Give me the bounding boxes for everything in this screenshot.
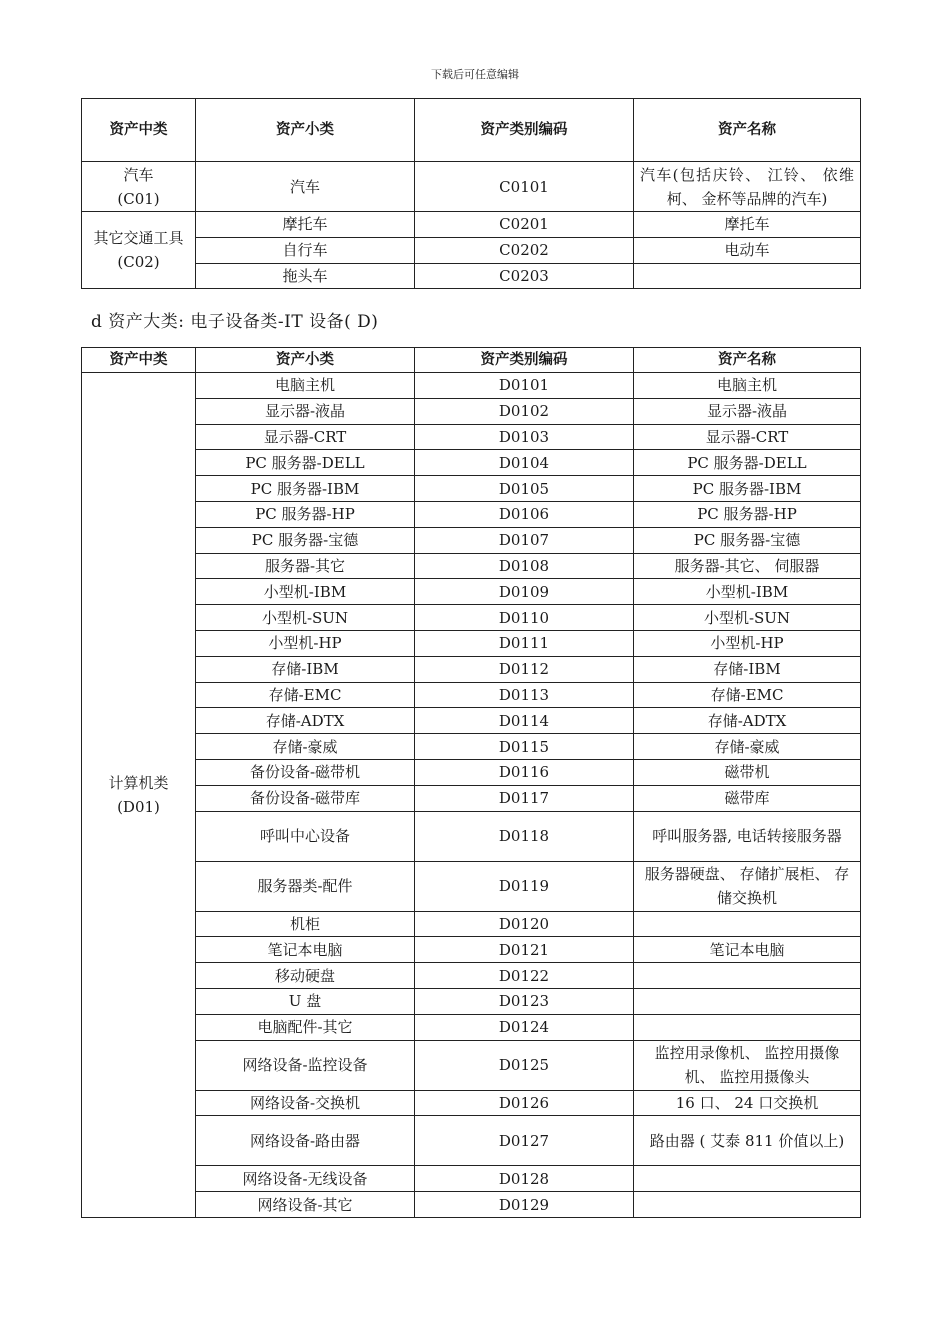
col-header-asset-name: 资产名称 <box>634 348 861 373</box>
table-row <box>82 1090 861 1116</box>
sub-class-cell: 自行车 <box>196 237 415 263</box>
code-cell: D0113 <box>415 682 634 708</box>
code-cell: D0117 <box>415 785 634 811</box>
sub-class-cell: 摩托车 <box>196 212 415 238</box>
sub-class-cell: 存储-ADTX <box>196 708 415 734</box>
table-header-row <box>82 99 861 162</box>
code-cell: D0105 <box>415 476 634 502</box>
code-cell: D0108 <box>415 553 634 579</box>
code-cell: D0118 <box>415 811 634 861</box>
code-cell: D0111 <box>415 630 634 656</box>
table-row <box>82 373 861 399</box>
table-row <box>82 212 861 238</box>
table-row <box>82 861 861 911</box>
code-cell: D0125 <box>415 1040 634 1090</box>
table-row <box>82 263 861 289</box>
sub-class-cell: PC 服务器-DELL <box>196 450 415 476</box>
code-cell: D0114 <box>415 708 634 734</box>
asset-name-cell: 电脑主机 <box>634 373 861 399</box>
asset-name-cell: 笔记本电脑 <box>634 937 861 963</box>
sub-class-cell: 网络设备-监控设备 <box>196 1040 415 1090</box>
table-row <box>82 911 861 937</box>
code-cell: D0112 <box>415 656 634 682</box>
asset-table-c <box>81 98 861 289</box>
asset-name-cell <box>634 263 861 289</box>
table-row <box>82 759 861 785</box>
asset-name-cell: PC 服务器-IBM <box>634 476 861 502</box>
col-header-asset-name: 资产名称 <box>634 99 861 162</box>
asset-name-cell: 电动车 <box>634 237 861 263</box>
asset-name-cell: 存储-豪威 <box>634 734 861 760</box>
sub-class-cell: 显示器-液晶 <box>196 398 415 424</box>
col-header-mid-class: 资产中类 <box>82 348 196 373</box>
sub-class-cell: 备份设备-磁带机 <box>196 759 415 785</box>
code-cell: D0102 <box>415 398 634 424</box>
col-header-sub-class: 资产小类 <box>196 99 415 162</box>
table-row <box>82 734 861 760</box>
asset-name-cell: 摩托车 <box>634 212 861 238</box>
sub-class-cell: 机柜 <box>196 911 415 937</box>
table-row <box>82 605 861 631</box>
table-row <box>82 656 861 682</box>
code-cell: D0109 <box>415 579 634 605</box>
sub-class-cell: 呼叫中心设备 <box>196 811 415 861</box>
col-header-category-code: 资产类别编码 <box>415 348 634 373</box>
asset-name-cell <box>634 1192 861 1218</box>
col-header-category-code: 资产类别编码 <box>415 99 634 162</box>
sub-class-cell: 小型机-HP <box>196 630 415 656</box>
sub-class-cell: 网络设备-路由器 <box>196 1116 415 1166</box>
asset-name-cell: 服务器硬盘、 存储扩展柜、 存储交换机 <box>634 861 861 911</box>
code-cell: D0101 <box>415 373 634 399</box>
table-row <box>82 682 861 708</box>
asset-name-cell: 汽车(包括庆铃、 江铃、 依维柯、 金杯等品牌的汽车) <box>634 162 861 212</box>
table-row <box>82 237 861 263</box>
asset-name-cell: 小型机-IBM <box>634 579 861 605</box>
sub-class-cell: 移动硬盘 <box>196 963 415 989</box>
code-cell: D0103 <box>415 424 634 450</box>
section-title: d 资产大类: 电子设备类-IT 设备( D) <box>91 312 379 332</box>
code-cell: D0120 <box>415 911 634 937</box>
asset-name-cell: 磁带库 <box>634 785 861 811</box>
code-cell: D0129 <box>415 1192 634 1218</box>
table-row <box>82 476 861 502</box>
code-cell: C0202 <box>415 237 634 263</box>
page-header-note: 下载后可任意编辑 <box>431 68 519 81</box>
asset-table-d <box>81 347 861 1218</box>
table-row <box>82 424 861 450</box>
sub-class-cell: 备份设备-磁带库 <box>196 785 415 811</box>
sub-class-cell: 网络设备-无线设备 <box>196 1166 415 1192</box>
code-cell: D0122 <box>415 963 634 989</box>
asset-name-cell <box>634 1014 861 1040</box>
code-cell: C0101 <box>415 162 634 212</box>
asset-name-cell: 路由器 ( 艾泰 811 价值以上) <box>634 1116 861 1166</box>
sub-class-cell: 服务器类-配件 <box>196 861 415 911</box>
mid-class-cell: 计算机类 (D01) <box>82 373 196 1218</box>
sub-class-cell: 存储-豪威 <box>196 734 415 760</box>
code-cell: D0107 <box>415 527 634 553</box>
table-row <box>82 630 861 656</box>
sub-class-cell: 笔记本电脑 <box>196 937 415 963</box>
table-row <box>82 1192 861 1218</box>
sub-class-cell: 存储-IBM <box>196 656 415 682</box>
code-cell: D0104 <box>415 450 634 476</box>
code-cell: D0121 <box>415 937 634 963</box>
code-cell: D0115 <box>415 734 634 760</box>
asset-name-cell: 磁带机 <box>634 759 861 785</box>
asset-name-cell: 存储-IBM <box>634 656 861 682</box>
sub-class-cell: 服务器-其它 <box>196 553 415 579</box>
sub-class-cell: U 盘 <box>196 988 415 1014</box>
mid-class-cell: 其它交通工具 (C02) <box>82 212 196 289</box>
code-cell: D0106 <box>415 501 634 527</box>
asset-name-cell: 监控用录像机、 监控用摄像机、 监控用摄像头 <box>634 1040 861 1090</box>
asset-name-cell: 显示器-CRT <box>634 424 861 450</box>
asset-name-cell: 16 口、 24 口交换机 <box>634 1090 861 1116</box>
table-row <box>82 811 861 861</box>
col-header-sub-class: 资产小类 <box>196 348 415 373</box>
table-row <box>82 963 861 989</box>
code-cell: C0201 <box>415 212 634 238</box>
asset-name-cell: 存储-EMC <box>634 682 861 708</box>
sub-class-cell: PC 服务器-宝德 <box>196 527 415 553</box>
code-cell: D0124 <box>415 1014 634 1040</box>
table-row <box>82 162 861 212</box>
code-cell: D0128 <box>415 1166 634 1192</box>
code-cell: D0127 <box>415 1116 634 1166</box>
table-row <box>82 1040 861 1090</box>
table-row <box>82 937 861 963</box>
table-header-row <box>82 348 861 373</box>
asset-name-cell <box>634 988 861 1014</box>
sub-class-cell: PC 服务器-HP <box>196 501 415 527</box>
sub-class-cell: PC 服务器-IBM <box>196 476 415 502</box>
sub-class-cell: 网络设备-交换机 <box>196 1090 415 1116</box>
table-row <box>82 398 861 424</box>
asset-name-cell <box>634 963 861 989</box>
code-cell: D0116 <box>415 759 634 785</box>
asset-name-cell: PC 服务器-DELL <box>634 450 861 476</box>
asset-name-cell <box>634 911 861 937</box>
table-row <box>82 579 861 605</box>
asset-name-cell: 存储-ADTX <box>634 708 861 734</box>
sub-class-cell: 拖头车 <box>196 263 415 289</box>
code-cell: D0123 <box>415 988 634 1014</box>
table-row <box>82 785 861 811</box>
asset-name-cell: 小型机-HP <box>634 630 861 656</box>
col-header-mid-class: 资产中类 <box>82 99 196 162</box>
asset-name-cell: PC 服务器-HP <box>634 501 861 527</box>
mid-class-cell: 汽车 (C01) <box>82 162 196 212</box>
sub-class-cell: 电脑配件-其它 <box>196 1014 415 1040</box>
table-row <box>82 1166 861 1192</box>
sub-class-cell: 汽车 <box>196 162 415 212</box>
table-row <box>82 708 861 734</box>
code-cell: C0203 <box>415 263 634 289</box>
sub-class-cell: 小型机-SUN <box>196 605 415 631</box>
code-cell: D0119 <box>415 861 634 911</box>
table-row <box>82 1014 861 1040</box>
sub-class-cell: 小型机-IBM <box>196 579 415 605</box>
table-row <box>82 527 861 553</box>
sub-class-cell: 显示器-CRT <box>196 424 415 450</box>
table-row <box>82 1116 861 1166</box>
asset-name-cell: 呼叫服务器, 电话转接服务器 <box>634 811 861 861</box>
asset-name-cell: 服务器-其它、 伺服器 <box>634 553 861 579</box>
code-cell: D0110 <box>415 605 634 631</box>
table-row <box>82 450 861 476</box>
table-row <box>82 553 861 579</box>
asset-name-cell: 小型机-SUN <box>634 605 861 631</box>
asset-name-cell: 显示器-液晶 <box>634 398 861 424</box>
sub-class-cell: 网络设备-其它 <box>196 1192 415 1218</box>
asset-name-cell <box>634 1166 861 1192</box>
table-row <box>82 501 861 527</box>
asset-name-cell: PC 服务器-宝德 <box>634 527 861 553</box>
sub-class-cell: 电脑主机 <box>196 373 415 399</box>
sub-class-cell: 存储-EMC <box>196 682 415 708</box>
table-row <box>82 988 861 1014</box>
code-cell: D0126 <box>415 1090 634 1116</box>
